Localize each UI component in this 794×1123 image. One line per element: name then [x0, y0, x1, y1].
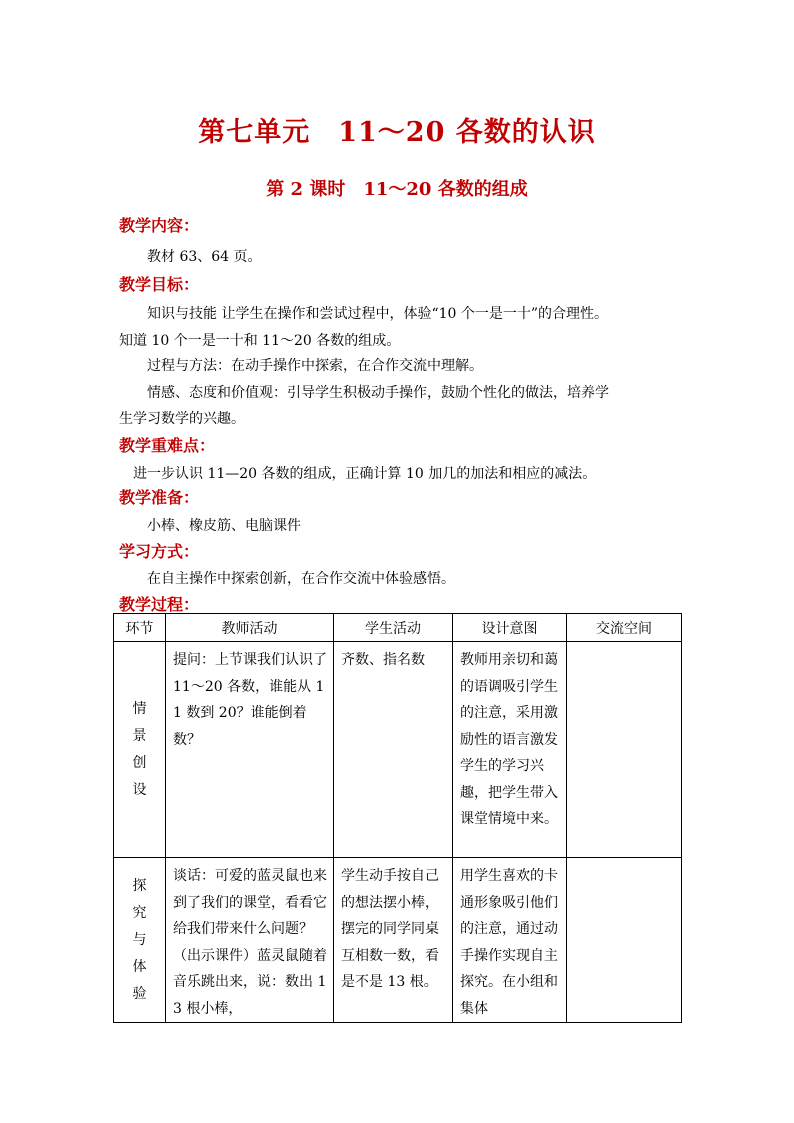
student-activity-cell: 学生动手按自己的想法摆小棒，摆完的同学同桌互相数一数，看是不是 13 根。: [334, 858, 453, 1023]
heading-preparation: 教学准备：: [119, 488, 200, 507]
exchange-space-cell: [567, 858, 682, 1023]
header-stage: 环节: [114, 614, 166, 642]
header-exchange-space: 交流空间: [567, 614, 682, 642]
table-row: [114, 642, 682, 858]
objectives-line-2: 知道 10 个一是一十和 11～20 各数的组成。: [119, 333, 401, 349]
stage-cell: 探究与体验: [114, 858, 166, 1023]
heading-teaching-process: 教学过程：: [119, 595, 200, 614]
teaching-content-text: 教材 63、64 页。: [147, 249, 262, 265]
teacher-activity-cell: 提问：上节课我们认识了 11～20 各数，谁能从 11 数到 20？谁能倒着数？: [166, 642, 334, 858]
student-activity-cell: 齐数、指名数: [334, 642, 453, 858]
teaching-process-table: [113, 613, 682, 1023]
table-header-row: [114, 614, 682, 642]
exchange-space-cell: [567, 642, 682, 858]
table-row: [114, 858, 682, 1023]
learning-method-text: 在自主操作中探索创新，在合作交流中体验感悟。: [147, 571, 455, 587]
heading-learning-method: 学习方式：: [119, 542, 200, 561]
heading-teaching-objectives: 教学目标：: [119, 275, 200, 294]
objectives-line-3: 过程与方法：在动手操作中探索，在合作交流中理解。: [147, 358, 483, 374]
design-intent-cell: 教师用亲切和蔼的语调吸引学生的注意，采用激励性的语言激发学生的学习兴趣，把学生带入课堂情境中来。: [453, 642, 567, 858]
objectives-line-4: 情感、态度和价值观：引导学生积极动手操作，鼓励个性化的做法，培养学: [147, 385, 609, 401]
header-teacher-activity: 教师活动: [166, 614, 334, 642]
stage-cell: 情景创设: [114, 642, 166, 858]
page-title: 第七单元 11～20 各数的认识: [198, 117, 596, 148]
objectives-line-1: 知识与技能 让学生在操作和尝试过程中，体验“10 个一是一十”的合理性。: [147, 306, 609, 322]
header-design-intent: 设计意图: [453, 614, 567, 642]
design-intent-cell: 用学生喜欢的卡通形象吸引他们的注意，通过动手操作实现自主探究。在小组和集体: [453, 858, 567, 1023]
teacher-activity-cell: 谈话：可爱的蓝灵鼠也来到了我们的课堂，看看它给我们带来什么问题？（出示课件）蓝灵鼠随着音乐跳出来，说：数出 13 根小棒，: [166, 858, 334, 1023]
preparation-text: 小棒、橡皮筋、电脑课件: [147, 518, 301, 534]
header-student-activity: 学生活动: [334, 614, 453, 642]
heading-key-points: 教学重难点：: [119, 436, 216, 455]
objectives-line-5: 生学习数学的兴趣。: [119, 411, 245, 427]
lesson-subtitle: 第 2 课时 11～20 各数的组成: [266, 179, 528, 200]
heading-teaching-content: 教学内容：: [119, 216, 200, 235]
key-points-text: 进一步认识 11—20 各数的组成，正确计算 10 加几的加法和相应的减法。: [133, 466, 597, 482]
